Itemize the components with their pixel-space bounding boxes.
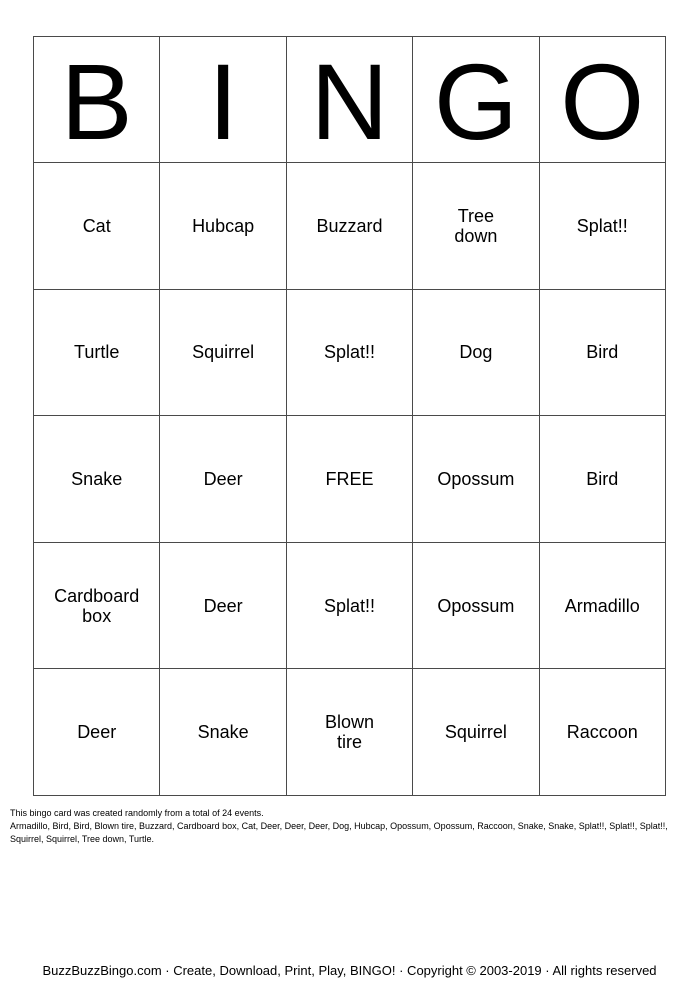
cell-label: Dog [459, 342, 493, 363]
notes-summary: This bingo card was created randomly from a total of 24 events. [10, 808, 264, 818]
cell-label: Splat!! [576, 215, 628, 236]
notes-event-list: Armadillo, Bird, Bird, Blown tire, Buzzard, Cardboard box, Cat, Deer, Deer, Deer, Dog, Hubcap, Opossum, Opossum, Raccoon, Snake, Snake, Splat!!, Splat!!, Splat!!, Squirrel, Squirrel, Tree down, Turtle. [10, 821, 668, 844]
bingo-cell [286, 289, 412, 416]
card-notes [10, 807, 690, 846]
bingo-cell-free [286, 416, 412, 543]
cell-label: Squirrel [192, 342, 255, 363]
cell-label: Deer [77, 722, 117, 743]
cell-label: Cat [82, 215, 111, 236]
bingo-cell [160, 669, 286, 796]
header-letter-g: G [413, 37, 539, 163]
cell-label: Bird [586, 468, 619, 489]
bingo-cell [539, 542, 665, 669]
bingo-cell [34, 416, 160, 543]
bingo-cell [160, 542, 286, 669]
bingo-cell [160, 289, 286, 416]
header-letter-b: B [34, 37, 160, 163]
cell-label: Bird [586, 342, 619, 363]
bingo-cell [413, 669, 539, 796]
bingo-card [33, 36, 666, 796]
bingo-cell [286, 669, 412, 796]
cell-label: Tree down [454, 205, 498, 246]
header-letter-i: I [160, 37, 286, 163]
cell-label: Snake [197, 722, 249, 743]
bingo-header-row [34, 37, 666, 163]
bingo-cell [34, 542, 160, 669]
cell-label: Snake [71, 468, 123, 489]
header-letter-n: N [286, 37, 412, 163]
cell-label: Splat!! [323, 595, 375, 616]
cell-label: Opossum [437, 595, 515, 616]
bingo-row [34, 289, 666, 416]
bingo-cell [539, 289, 665, 416]
bingo-cell [286, 542, 412, 669]
bingo-cell [286, 163, 412, 290]
cell-label: Armadillo [564, 595, 640, 616]
cell-label: Opossum [437, 468, 515, 489]
bingo-cell [413, 416, 539, 543]
bingo-cell [34, 669, 160, 796]
bingo-row [34, 669, 666, 796]
bingo-cell [413, 163, 539, 290]
bingo-cell [539, 669, 665, 796]
cell-label: FREE [325, 468, 374, 489]
cell-label: Cardboard box [54, 585, 140, 626]
bingo-cell [539, 163, 665, 290]
cell-label: Hubcap [192, 215, 255, 236]
bingo-cell [413, 542, 539, 669]
bingo-cell [34, 289, 160, 416]
cell-label: Raccoon [566, 722, 638, 743]
bingo-row [34, 416, 666, 543]
bingo-row [34, 163, 666, 290]
bingo-cell [539, 416, 665, 543]
bingo-cell [413, 289, 539, 416]
bingo-cell [160, 163, 286, 290]
cell-label: Splat!! [323, 342, 375, 363]
bingo-cell [34, 163, 160, 290]
cell-label: Deer [203, 468, 243, 489]
bingo-cell [160, 416, 286, 543]
cell-label: Blown tire [324, 712, 374, 753]
header-letter-o: O [539, 37, 665, 163]
cell-label: Buzzard [316, 215, 383, 236]
page-footer: BuzzBuzzBingo.com · Create, Download, Print, Play, BINGO! · Copyright © 2003-2019 · All rights reserved [42, 963, 657, 978]
cell-label: Deer [203, 595, 243, 616]
cell-label: Squirrel [444, 722, 507, 743]
cell-label: Turtle [74, 342, 120, 363]
bingo-row [34, 542, 666, 669]
